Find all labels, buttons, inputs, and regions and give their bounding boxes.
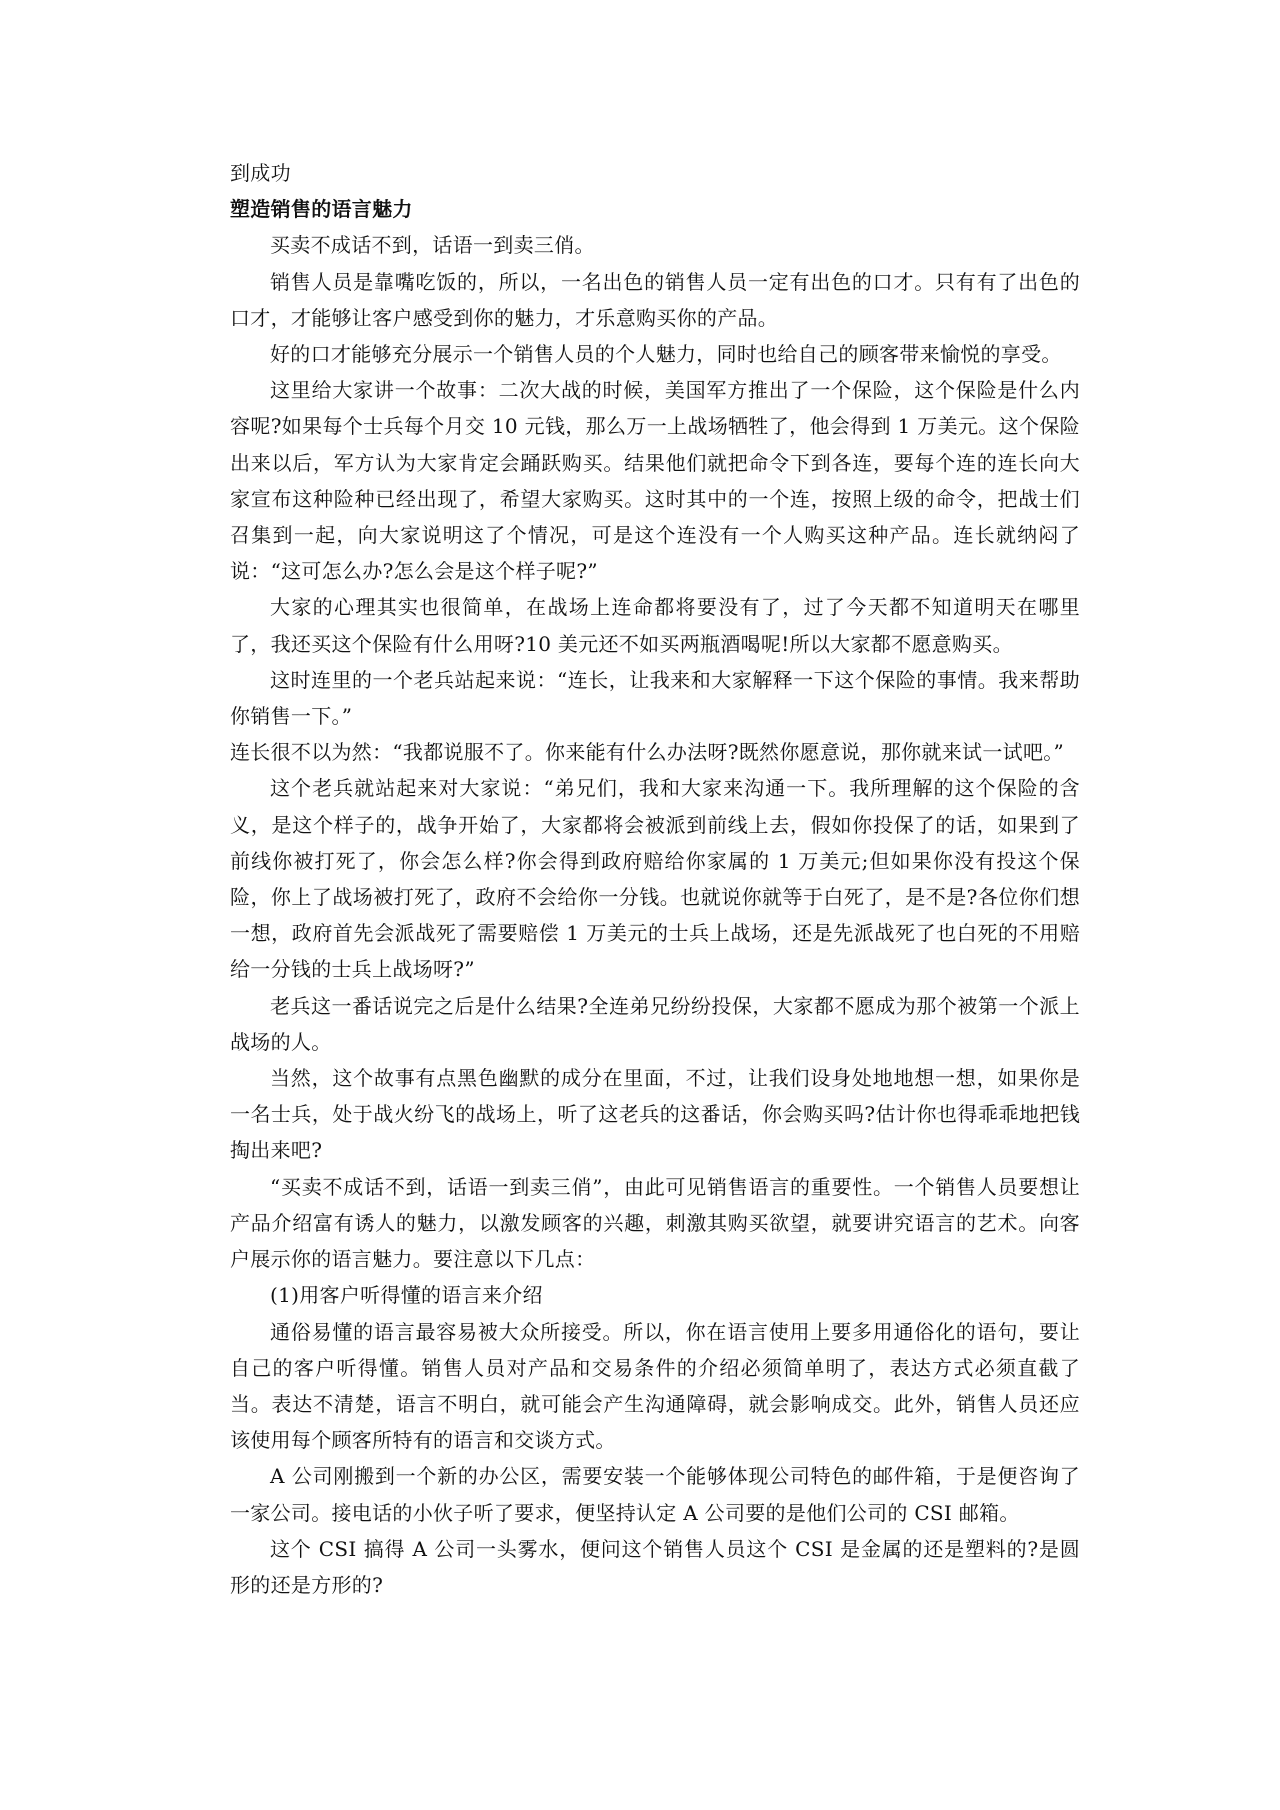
lead-fragment: 到成功	[230, 161, 291, 185]
paragraph: 这个老兵就站起来对大家说：“弟兄们，我和大家来沟通一下。我所理解的这个保险的含义，是这个样子的，战争开始了，大家都将会被派到前线上去，假如你投保了的话，如果到了前线你被打死了，你会怎么样?你会得到政府赔给你家属的 1 万美元;但如果你没有投这个保险，你上了战场被打死了，政府不会给你一分钱。也就说你就等于白死了，是不是?各位你们想一想，政府首先会派战死了需要赔偿 1 万美元的士兵上战场，还是先派战死了也白死的不用赔给一分钱的士兵上战场呀?”	[230, 776, 1080, 982]
paragraph: 连长很不以为然：“我都说服不了。你来能有什么办法呀?既然你愿意说，那你就来试一试吧。”	[230, 740, 1065, 765]
paragraph: A 公司刚搬到一个新的办公区，需要安装一个能够体现公司特色的邮件箱，于是便咨询了一家公司。接电话的小伙子听了要求，便坚持认定 A 公司要的是他们公司的 CSI 邮箱。	[230, 1464, 1080, 1525]
paragraph: 买卖不成话不到，话语一到卖三俏。	[270, 233, 595, 258]
document-page	[230, 155, 1080, 1603]
paragraph: “买卖不成话不到，话语一到卖三俏”，由此可见销售语言的重要性。一个销售人员要想让产品介绍富有诱人的魅力，以激发顾客的兴趣，刺激其购买欲望，就要讲究语言的艺术。向客户展示你的语言魅力。要注意以下几点：	[230, 1174, 1080, 1272]
paragraph: 好的口才能够充分展示一个销售人员的个人魅力，同时也给自己的顾客带来愉悦的享受。	[270, 342, 1062, 367]
paragraph: 老兵这一番话说完之后是什么结果?全连弟兄纷纷投保，大家都不愿成为那个被第一个派上战场的人。	[230, 993, 1080, 1054]
paragraph: 大家的心理其实也很简单，在战场上连命都将要没有了，过了今天都不知道明天在哪里了，我还买这个保险有什么用呀?10 美元还不如买两瓶酒喝呢!所以大家都不愿意购买。	[230, 595, 1080, 656]
section-heading: 塑造销售的语言魅力	[230, 197, 413, 222]
paragraph: 这里给大家讲一个故事：二次大战的时候，美国军方推出了一个保险，这个保险是什么内容呢?如果每个士兵每个月交 10 元钱，那么万一上战场牺牲了，他会得到 1 万美元。这个保险出来以后，军方认为大家肯定会踊跃购买。结果他们就把命令下到各连，要每个连的连长向大家宣布这种险种已经出现了，希望大家购买。这时其中的一个连，按照上级的命令，把战士们召集到一起，向大家说明这了个情况，可是这个连没有一个人购买这种产品。连长就纳闷了说：“这可怎么办?怎么会是这个样子呢?”	[230, 378, 1080, 584]
paragraph: 这时连里的一个老兵站起来说：“连长，让我来和大家解释一下这个保险的事情。我来帮助你销售一下。”	[230, 667, 1080, 729]
paragraph: 销售人员是靠嘴吃饭的，所以，一名出色的销售人员一定有出色的口才。只有有了出色的口才，才能够让客户感受到你的魅力，才乐意购买你的产品。	[230, 269, 1080, 330]
paragraph: 当然，这个故事有点黑色幽默的成分在里面，不过，让我们设身处地地想一想，如果你是一名士兵，处于战火纷飞的战场上，听了这老兵的这番话，你会购买吗?估计你也得乖乖地把钱掏出来吧?	[230, 1066, 1080, 1163]
paragraph: 这个 CSI 搞得 A 公司一头雾水，便问这个销售人员这个 CSI 是金属的还是塑料的?是圆形的还是方形的?	[230, 1536, 1080, 1597]
paragraph: 通俗易懂的语言最容易被大众所接受。所以，你在语言使用上要多用通俗化的语句，要让自己的客户听得懂。销售人员对产品和交易条件的介绍必须简单明了，表达方式必须直截了当。表达不清楚，语言不明白，就可能会产生沟通障碍，就会影响成交。此外，销售人员还应该使用每个顾客所特有的语言和交谈方式。	[230, 1319, 1080, 1453]
list-item-heading: (1)用客户听得懂的语言来介绍	[270, 1283, 543, 1308]
